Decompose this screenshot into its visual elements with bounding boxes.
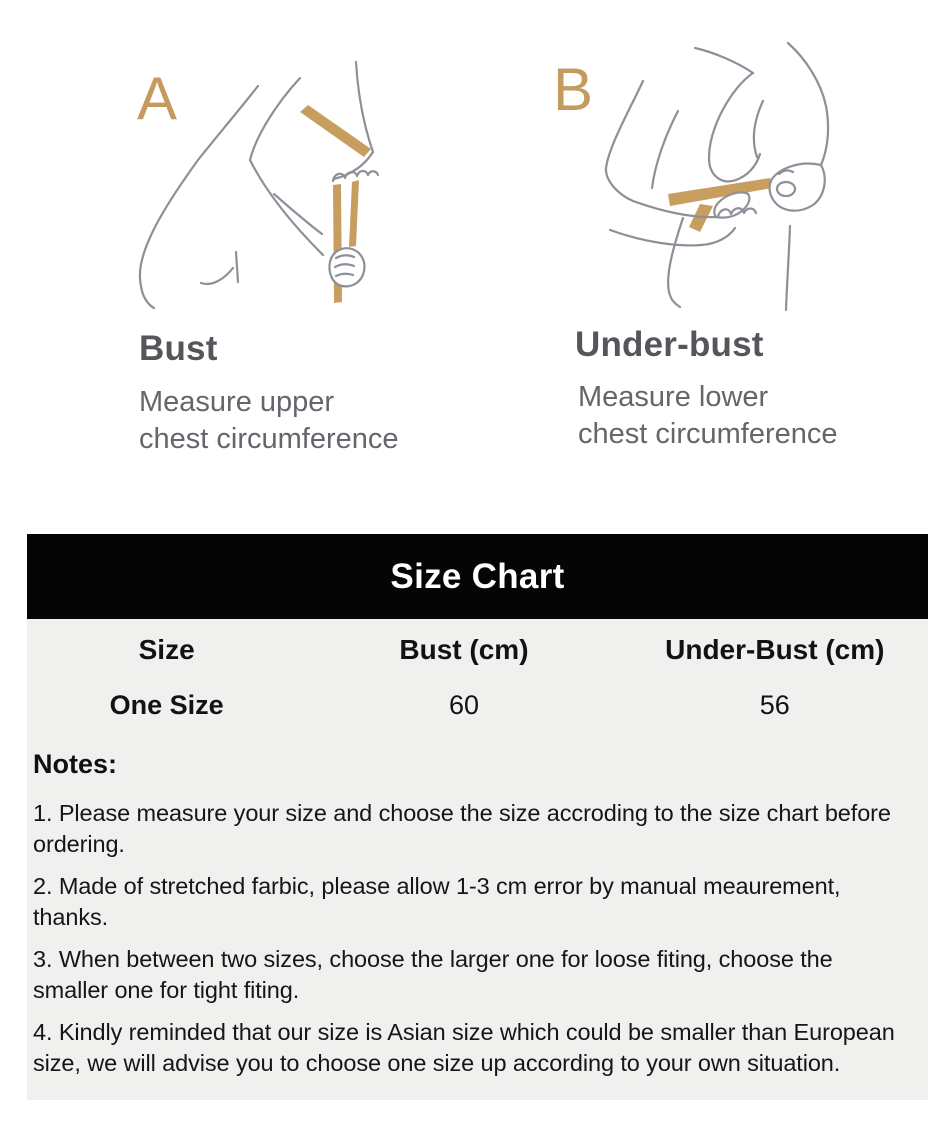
under-bust-measure-illustration	[583, 26, 875, 316]
cell-bust-cm: 60	[448, 690, 479, 720]
gripping-hand	[330, 248, 365, 286]
size-chart-panel	[27, 534, 928, 1100]
cell-under-bust-cm: 56	[759, 690, 790, 720]
note-item-3: 3. When between two sizes, choose the larger one for loose fiting, choose the smaller one for tight fiting.	[33, 946, 833, 1003]
size-chart-header-row	[27, 619, 928, 666]
column-header-under-bust: Under-Bust (cm)	[665, 634, 885, 665]
notes-heading: Notes:	[33, 749, 118, 779]
note-item-2: 2. Made of stretched farbic, please allow 1-3 cm error by manual meaurement, thanks.	[33, 873, 841, 930]
column-header-size: Size	[138, 634, 195, 665]
figure-b-caption-line1: Measure lower	[578, 381, 769, 413]
figure-a-caption-line1: Measure upper	[139, 386, 335, 418]
figure-a-caption	[139, 384, 399, 458]
figure-b-letter: B	[553, 56, 594, 123]
notes-section	[27, 721, 928, 1079]
figure-b-title: Under-bust	[575, 325, 764, 364]
bust-measure-illustration	[128, 56, 420, 326]
figure-a-letter: A	[137, 65, 178, 132]
note-item-4: 4. Kindly reminded that our size is Asian size which could be smaller than European size, we will advise you to choose one size up according to your own situation.	[33, 1019, 895, 1076]
figure-b-caption	[578, 379, 838, 453]
figure-a-title: Bust	[139, 329, 218, 368]
cell-size: One Size	[109, 690, 224, 720]
size-chart-header-bar	[27, 534, 928, 619]
figure-a-caption-line2: chest circumference	[139, 423, 399, 455]
figure-b-caption-line2: chest circumference	[578, 418, 838, 450]
size-chart-title: Size Chart	[390, 556, 565, 596]
right-hand	[770, 164, 825, 211]
note-item-1: 1. Please measure your size and choose the size accroding to the size chart before ordering.	[33, 800, 891, 857]
table-row	[27, 666, 928, 721]
column-header-bust: Bust (cm)	[399, 634, 529, 665]
